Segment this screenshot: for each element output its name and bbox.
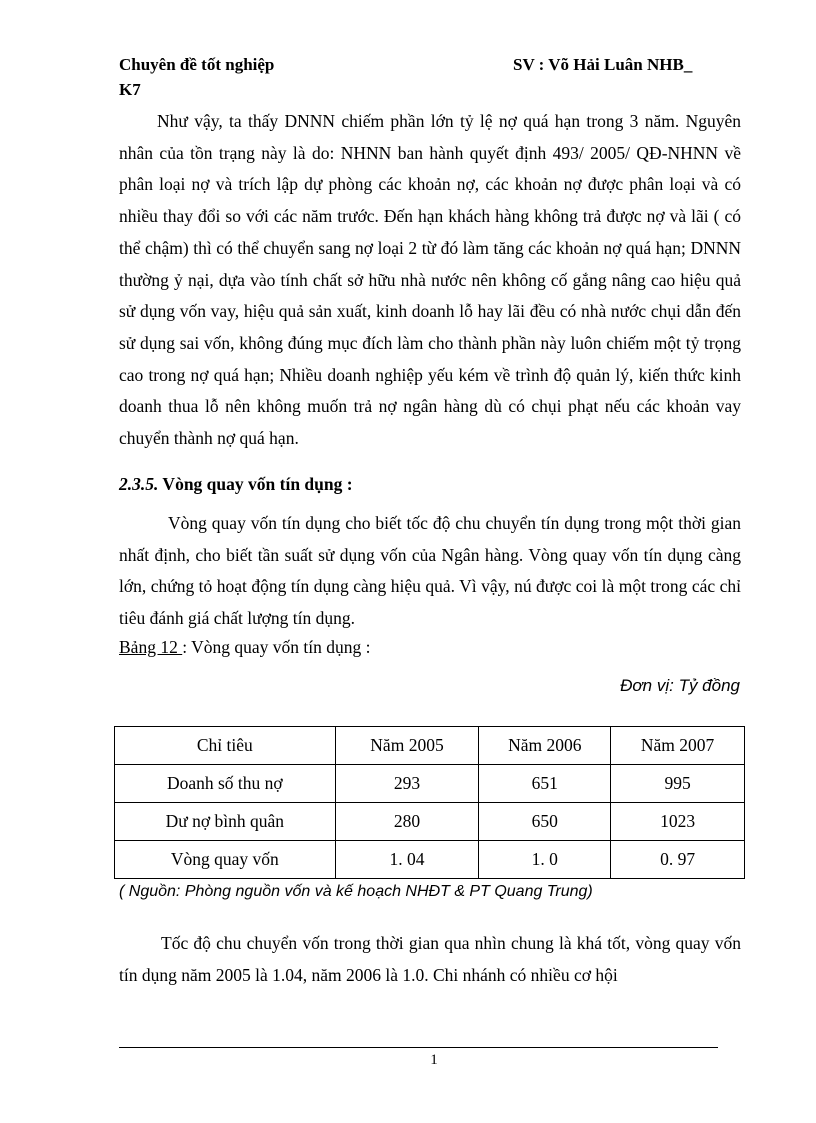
table-cell: 995	[611, 765, 745, 803]
section-number: 2.3.5.	[119, 474, 159, 494]
section-title: Vòng quay vốn tín dụng :	[158, 474, 353, 494]
table-cell: 280	[335, 803, 479, 841]
table-row	[115, 803, 745, 841]
table-cell: 651	[479, 765, 611, 803]
table-row	[115, 765, 745, 803]
table-cell: 1023	[611, 803, 745, 841]
paragraph-credit-turnover-definition: Vòng quay vốn tín dụng cho biết tốc độ chu chuyển tín dụng trong một thời gian nhất định, cho biết tần suất sử dụng vốn của Ngân hàng. Vòng quay vốn tín dụng càng lớn, chứng tỏ hoạt động tín dụng càng hiệu quả. Vì vậy, nú được coi là một trong các chỉ tiêu đánh giá chất lượng tín dụng.	[119, 513, 741, 629]
table-caption-label: Bảng 12	[119, 637, 183, 657]
section-heading	[119, 474, 353, 495]
table-cell: 1. 0	[479, 841, 611, 879]
table-header-cell: Năm 2007	[611, 727, 745, 765]
header-document-type: Chuyên đề tốt nghiệp	[119, 55, 275, 74]
table-header-cell: Chỉ tiêu	[115, 727, 336, 765]
table-header-cell: Năm 2005	[335, 727, 479, 765]
paragraph-turnover-analysis: Tốc độ chu chuyển vốn trong thời gian qua nhìn chung là khá tốt, vòng quay vốn tín dụng năm 2005 là 1.04, năm 2006 là 1.0. Chi nhánh có nhiều cơ hội	[119, 933, 741, 985]
header-student-name: SV : Võ Hải Luân NHB_	[513, 55, 693, 74]
footer-divider	[119, 1047, 718, 1048]
table-cell: Vòng quay vốn	[115, 841, 336, 879]
table-cell: 293	[335, 765, 479, 803]
table-unit: Đơn vị: Tỷ đồng	[620, 676, 740, 695]
table-caption	[119, 637, 371, 658]
table-cell: 0. 97	[611, 841, 745, 879]
header-student-class: K7	[119, 80, 141, 99]
table-row	[115, 841, 745, 879]
table-cell: 650	[479, 803, 611, 841]
table-caption-text: : Vòng quay vốn tín dụng :	[182, 637, 371, 657]
table-cell: Doanh số thu nợ	[115, 765, 336, 803]
table-header-row	[115, 727, 745, 765]
page-number: 1	[430, 1052, 438, 1068]
paragraph-overdue-debt-causes: Như vậy, ta thấy DNNN chiếm phần lớn tỷ lệ nợ quá hạn trong 3 năm. Nguyên nhân của tồn trạng này là do: NHNN ban hành quyết định 493/ 2005/ QĐ-NHNN về phân loại nợ và trích lập dự phòng các khoản nợ, các khoản nợ được phân loại và có nhiều thay đổi so với các năm trước. Đến hạn khách hàng không trả được nợ và lãi ( có thể chậm) thì có thể chuyển sang nợ loại 2 từ đó làm tăng các khoản nợ quá hạn; DNNN thường ỷ nại, dựa vào tính chất sở hữu nhà nước nên không cố gắng nâng cao hiệu quả sử dụng vốn vay, hiệu quả sản xuất, kinh doanh lỗ hay lãi đều có nhà nước chụi dẫn đến sử dụng sai vốn, không đúng mục đích làm cho thành phần này luôn chiếm một tỷ trọng cao trong nợ quá hạn; Nhiều doanh nghiệp yếu kém về trình độ quản lý, kiến thức kinh doanh thua lỗ nên không muốn trả nợ ngân hàng dù có chụi phạt nếu các khoản vay chuyển thành nợ quá hạn.	[119, 111, 741, 449]
table-cell: 1. 04	[335, 841, 479, 879]
table-header-cell: Năm 2006	[479, 727, 611, 765]
table-cell: Dư nợ bình quân	[115, 803, 336, 841]
page-header	[119, 53, 719, 113]
table-source: ( Nguồn: Phòng nguồn vốn và kế hoạch NHĐT & PT Quang Trung)	[119, 883, 593, 900]
credit-turnover-table	[114, 726, 745, 879]
